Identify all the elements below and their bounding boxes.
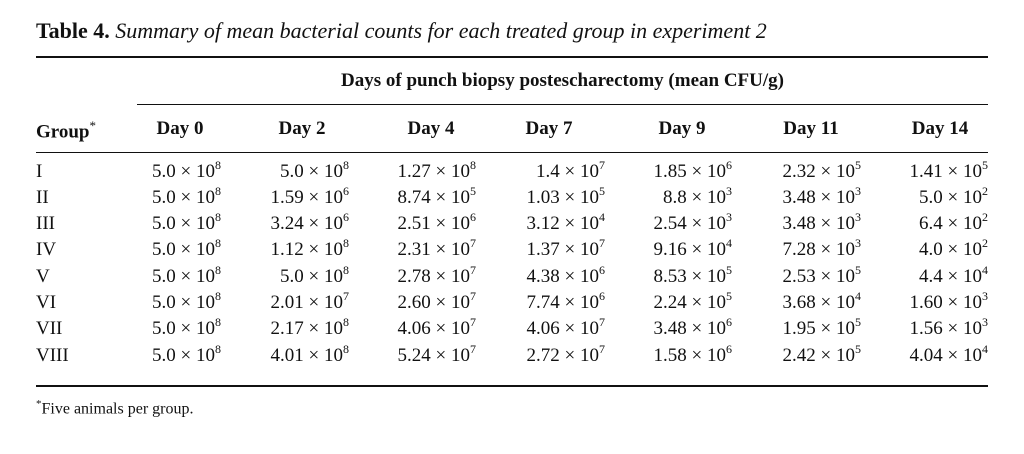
- mantissa: 5.0: [919, 187, 943, 208]
- exponent: 5: [855, 263, 861, 277]
- mantissa: 1.37: [526, 239, 560, 260]
- exponent: 6: [726, 342, 732, 356]
- exponent: 8: [343, 236, 349, 250]
- exponent: 6: [343, 184, 349, 198]
- count-cell: $5.0 \times 10^8$: [280, 263, 349, 287]
- exponent: 3: [855, 210, 861, 224]
- mantissa: 7.28: [782, 239, 816, 260]
- exponent: 6: [599, 263, 605, 277]
- count-cell: $5.0 \times 10^8$: [152, 315, 221, 339]
- mantissa: 4.06: [397, 318, 431, 339]
- mantissa: 2.60: [397, 292, 431, 313]
- mantissa: 1.41: [909, 161, 943, 182]
- mantissa: 2.01: [270, 292, 304, 313]
- spanning-header: Days of punch biopsy postescharectomy (mean CFU/g): [341, 70, 784, 91]
- mantissa: 6.4: [919, 213, 943, 234]
- exponent: 7: [599, 315, 605, 329]
- mantissa: 1.59: [270, 187, 304, 208]
- count-cell: $4.06 \times 10^7$: [397, 315, 476, 339]
- mantissa: 4.4: [919, 266, 943, 287]
- group-cell: VI: [36, 292, 57, 313]
- group-cell: VIII: [36, 345, 69, 366]
- group-cell: VII: [36, 318, 63, 339]
- mantissa: 1.27: [397, 161, 431, 182]
- count-cell: $2.31 \times 10^7$: [397, 236, 476, 260]
- column-header: Day 11: [783, 118, 839, 139]
- count-cell: $2.51 \times 10^6$: [397, 210, 476, 234]
- count-cell: $2.42 \times 10^5$: [782, 342, 861, 366]
- table-row: [0, 263, 1024, 292]
- count-cell: $2.17 \times 10^8$: [270, 315, 349, 339]
- count-cell: $4.01 \times 10^8$: [270, 342, 349, 366]
- column-header: Day 4: [407, 118, 455, 139]
- mantissa: 5.0: [152, 239, 176, 260]
- mantissa: 5.0: [280, 266, 304, 287]
- mantissa: 3.68: [782, 292, 816, 313]
- mantissa: 8.53: [653, 266, 687, 287]
- count-cell: $1.12 \times 10^8$: [270, 236, 349, 260]
- exponent: 6: [343, 210, 349, 224]
- exponent: 8: [343, 315, 349, 329]
- footnote-mark: *: [36, 398, 42, 410]
- mantissa: 2.51: [397, 213, 431, 234]
- count-cell: $5.0 \times 10^8$: [152, 184, 221, 208]
- group-cell: II: [36, 187, 49, 208]
- count-cell: $8.74 \times 10^5$: [397, 184, 476, 208]
- table-label: Table 4.: [36, 18, 110, 43]
- count-cell: $5.24 \times 10^7$: [397, 342, 476, 366]
- exponent: 5: [855, 158, 861, 172]
- count-cell: $1.56 \times 10^3$: [909, 315, 988, 339]
- mantissa: 1.12: [270, 239, 304, 260]
- table-caption: [36, 18, 767, 44]
- exponent: 7: [470, 315, 476, 329]
- exponent: 8: [343, 263, 349, 277]
- mantissa: 5.0: [152, 266, 176, 287]
- bottom-rule: [36, 385, 988, 387]
- mantissa: 5.24: [397, 345, 431, 366]
- exponent: 8: [215, 184, 221, 198]
- mantissa: 2.32: [782, 161, 816, 182]
- mantissa: 8.74: [397, 187, 431, 208]
- mantissa: 3.48: [653, 318, 687, 339]
- mantissa: 1.4: [536, 161, 560, 182]
- mantissa: 7.74: [526, 292, 560, 313]
- footnote: [36, 398, 193, 418]
- mantissa: 5.0: [152, 161, 176, 182]
- count-cell: $5.0 \times 10^8$: [152, 158, 221, 182]
- mantissa: 1.95: [782, 318, 816, 339]
- group-footnote-mark: *: [89, 118, 97, 133]
- exponent: 7: [599, 236, 605, 250]
- count-cell: $4.06 \times 10^7$: [526, 315, 605, 339]
- mantissa: 5.0: [152, 213, 176, 234]
- exponent: 7: [599, 158, 605, 172]
- column-header: Day 0: [156, 118, 204, 139]
- mantissa: 5.0: [152, 345, 176, 366]
- count-cell: $2.53 \times 10^5$: [782, 263, 861, 287]
- mantissa: 5.0: [280, 161, 304, 182]
- mantissa: 5.0: [152, 187, 176, 208]
- mantissa: 2.31: [397, 239, 431, 260]
- count-cell: $4.0 \times 10^2$: [919, 236, 988, 260]
- count-cell: $1.27 \times 10^8$: [397, 158, 476, 182]
- group-cell: III: [36, 213, 55, 234]
- exponent: 4: [982, 342, 988, 356]
- exponent: 8: [215, 158, 221, 172]
- count-cell: $1.03 \times 10^5$: [526, 184, 605, 208]
- mantissa: 8.8: [663, 187, 687, 208]
- exponent: 8: [215, 289, 221, 303]
- exponent: 8: [215, 210, 221, 224]
- exponent: 4: [982, 263, 988, 277]
- exponent: 3: [726, 210, 732, 224]
- mantissa: 3.24: [270, 213, 304, 234]
- count-cell: $6.4 \times 10^2$: [919, 210, 988, 234]
- exponent: 7: [470, 263, 476, 277]
- column-header: Day 2: [278, 118, 326, 139]
- exponent: 2: [982, 184, 988, 198]
- count-cell: $3.12 \times 10^4$: [526, 210, 605, 234]
- exponent: 8: [215, 236, 221, 250]
- mantissa: 2.78: [397, 266, 431, 287]
- exponent: 6: [726, 158, 732, 172]
- mantissa: 3.48: [782, 187, 816, 208]
- mantissa: 4.0: [919, 239, 943, 260]
- exponent: 6: [470, 210, 476, 224]
- exponent: 3: [855, 184, 861, 198]
- mantissa: 2.54: [653, 213, 687, 234]
- header-rule: [36, 152, 988, 153]
- count-cell: $4.4 \times 10^4$: [919, 263, 988, 287]
- exponent: 2: [982, 236, 988, 250]
- count-cell: $3.48 \times 10^3$: [782, 210, 861, 234]
- exponent: 4: [726, 236, 732, 250]
- count-cell: $2.01 \times 10^7$: [270, 289, 349, 313]
- count-cell: $1.85 \times 10^6$: [653, 158, 732, 182]
- count-cell: $5.0 \times 10^8$: [152, 210, 221, 234]
- exponent: 5: [599, 184, 605, 198]
- exponent: 8: [215, 342, 221, 356]
- mantissa: 1.85: [653, 161, 687, 182]
- count-cell: $1.41 \times 10^5$: [909, 158, 988, 182]
- mantissa: 3.48: [782, 213, 816, 234]
- count-cell: $5.0 \times 10^2$: [919, 184, 988, 208]
- count-cell: $5.0 \times 10^8$: [152, 236, 221, 260]
- exponent: 6: [599, 289, 605, 303]
- exponent: 8: [215, 315, 221, 329]
- exponent: 6: [726, 315, 732, 329]
- count-cell: $3.24 \times 10^6$: [270, 210, 349, 234]
- exponent: 5: [982, 158, 988, 172]
- count-cell: $8.53 \times 10^5$: [653, 263, 732, 287]
- exponent: 3: [726, 184, 732, 198]
- mantissa: 3.12: [526, 213, 560, 234]
- exponent: 3: [855, 236, 861, 250]
- count-cell: $5.0 \times 10^8$: [152, 289, 221, 313]
- table-row: [0, 342, 1024, 371]
- table-row: [0, 236, 1024, 265]
- exponent: 7: [343, 289, 349, 303]
- column-header: Day 7: [525, 118, 573, 139]
- exponent: 3: [982, 289, 988, 303]
- exponent: 8: [215, 263, 221, 277]
- table-row: [0, 184, 1024, 213]
- exponent: 5: [726, 263, 732, 277]
- exponent: 3: [982, 315, 988, 329]
- count-cell: $5.0 \times 10^8$: [152, 263, 221, 287]
- mantissa: 2.72: [526, 345, 560, 366]
- mantissa: 2.17: [270, 318, 304, 339]
- count-cell: $5.0 \times 10^8$: [152, 342, 221, 366]
- mantissa: 1.03: [526, 187, 560, 208]
- count-cell: $5.0 \times 10^8$: [280, 158, 349, 182]
- count-cell: $4.38 \times 10^6$: [526, 263, 605, 287]
- count-cell: $1.60 \times 10^3$: [909, 289, 988, 313]
- group-header-label: Group: [36, 121, 90, 143]
- mantissa: 1.60: [909, 292, 943, 313]
- mantissa: 2.42: [782, 345, 816, 366]
- mantissa: 1.56: [909, 318, 943, 339]
- count-cell: $1.95 \times 10^5$: [782, 315, 861, 339]
- table-title: Summary of mean bacterial counts for each treated group in experiment 2: [115, 18, 767, 43]
- exponent: 8: [343, 158, 349, 172]
- exponent: 5: [855, 342, 861, 356]
- count-cell: $9.16 \times 10^4$: [653, 236, 732, 260]
- count-cell: $1.4 \times 10^7$: [536, 158, 605, 182]
- count-cell: $2.78 \times 10^7$: [397, 263, 476, 287]
- group-cell: V: [36, 266, 50, 287]
- count-cell: $2.32 \times 10^5$: [782, 158, 861, 182]
- mantissa: 9.16: [653, 239, 687, 260]
- mantissa: 2.24: [653, 292, 687, 313]
- count-cell: $1.59 \times 10^6$: [270, 184, 349, 208]
- table-row: [0, 289, 1024, 318]
- mantissa: 4.06: [526, 318, 560, 339]
- count-cell: $3.48 \times 10^6$: [653, 315, 732, 339]
- exponent: 4: [599, 210, 605, 224]
- count-cell: $7.28 \times 10^3$: [782, 236, 861, 260]
- footnote-text: Five animals per group.: [41, 400, 194, 418]
- mantissa: 4.01: [270, 345, 304, 366]
- exponent: 7: [470, 236, 476, 250]
- column-header: Day 14: [911, 118, 969, 139]
- count-cell: $1.58 \times 10^6$: [653, 342, 732, 366]
- table-row: [0, 315, 1024, 344]
- exponent: 8: [470, 158, 476, 172]
- mantissa: 1.58: [653, 345, 687, 366]
- exponent: 5: [855, 315, 861, 329]
- table-row: [0, 210, 1024, 239]
- count-cell: $7.74 \times 10^6$: [526, 289, 605, 313]
- mantissa: 5.0: [152, 292, 176, 313]
- exponent: 4: [855, 289, 861, 303]
- exponent: 2: [982, 210, 988, 224]
- count-cell: $1.37 \times 10^7$: [526, 236, 605, 260]
- count-cell: $3.48 \times 10^3$: [782, 184, 861, 208]
- group-cell: IV: [36, 239, 57, 260]
- count-cell: $2.24 \times 10^5$: [653, 289, 732, 313]
- mantissa: 5.0: [152, 318, 176, 339]
- exponent: 5: [726, 289, 732, 303]
- count-cell: $3.68 \times 10^4$: [782, 289, 861, 313]
- exponent: 8: [343, 342, 349, 356]
- table-row: [0, 158, 1024, 187]
- count-cell: $2.72 \times 10^7$: [526, 342, 605, 366]
- exponent: 7: [470, 289, 476, 303]
- group-cell: I: [36, 161, 43, 182]
- mantissa: 2.53: [782, 266, 816, 287]
- top-rule: [36, 56, 988, 58]
- count-cell: $2.54 \times 10^3$: [653, 210, 732, 234]
- count-cell: $8.8 \times 10^3$: [663, 184, 732, 208]
- spanning-rule: [137, 104, 988, 105]
- mantissa: 4.04: [909, 345, 943, 366]
- exponent: 7: [470, 342, 476, 356]
- count-cell: $4.04 \times 10^4$: [909, 342, 988, 366]
- exponent: 5: [470, 184, 476, 198]
- count-cell: $2.60 \times 10^7$: [397, 289, 476, 313]
- exponent: 7: [599, 342, 605, 356]
- column-header: Day 9: [658, 118, 706, 139]
- mantissa: 4.38: [526, 266, 560, 287]
